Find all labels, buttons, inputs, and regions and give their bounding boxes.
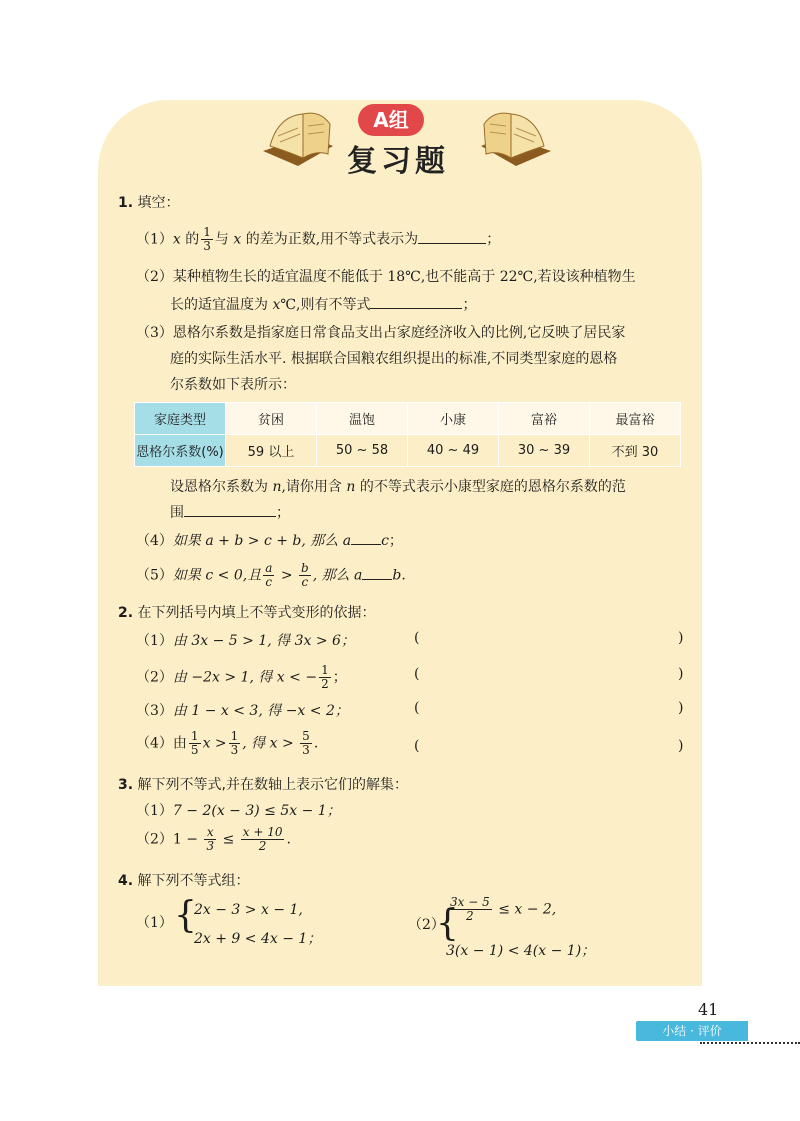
part-label: （2） xyxy=(136,269,173,285)
left-brace: { xyxy=(436,903,459,944)
table-cell: 59 以上 xyxy=(226,435,317,467)
right-paren: ) xyxy=(678,630,684,646)
q1-part-3-line-2: 庭的实际生活水平. 根据联合国粮农组织提出的标准,不同类型家庭的恩格 xyxy=(170,351,618,367)
question-text: 在下列括号内填上不等式变形的依据： xyxy=(137,605,376,621)
q4-part-2-label: （2） xyxy=(408,917,445,933)
part-text: 1 − xyxy=(172,831,199,848)
fraction xyxy=(204,826,216,853)
numerator: 3x − 5 xyxy=(450,895,490,909)
numerator: 1 xyxy=(230,729,239,743)
math-var: x xyxy=(172,231,181,248)
denominator: 2 xyxy=(258,839,267,853)
part-label: （4） xyxy=(136,735,173,752)
question-3 xyxy=(118,774,408,794)
numerator: 1 xyxy=(203,225,211,239)
question-number: 3. xyxy=(118,777,134,793)
right-paren: ) xyxy=(678,700,684,716)
question-4 xyxy=(118,870,250,890)
table-cell: 恩格尔系数(%) xyxy=(135,435,226,467)
table-cell: 30 ~ 39 xyxy=(499,435,590,467)
table-cell: 小康 xyxy=(408,403,499,435)
fraction xyxy=(189,730,201,757)
part-text: 某种植物生长的适宜温度不能低于 18℃,也不能高于 22℃,若设该种植物生 xyxy=(172,269,636,285)
answer-blank[interactable] xyxy=(362,565,392,580)
right-paren: ) xyxy=(678,738,684,754)
question-1 xyxy=(118,192,180,212)
part-label: （3） xyxy=(136,703,173,719)
question-number: 2. xyxy=(118,605,134,621)
part-text: 由 xyxy=(172,735,187,752)
group-tag: A组 xyxy=(358,104,424,136)
table-cell: 最富裕 xyxy=(590,403,681,435)
left-paren: ( xyxy=(414,700,420,716)
q4-part-2-line-1 xyxy=(446,896,556,923)
denominator: 3 xyxy=(206,839,215,853)
question-text: 解下列不等式组： xyxy=(137,873,250,889)
numerator: 1 xyxy=(321,663,329,677)
fraction xyxy=(229,730,241,757)
table-cell: 富裕 xyxy=(499,403,590,435)
part-text: ； xyxy=(486,231,501,248)
part-text: 7 − 2(x − 3) ≤ 5x − 1； xyxy=(172,803,341,819)
q1-part-2-line-2 xyxy=(170,294,476,314)
q3-part-2 xyxy=(136,826,291,853)
part-text: , 那么 a xyxy=(312,567,363,584)
part-text: 与 xyxy=(214,231,229,248)
table-cell: 贫困 xyxy=(226,403,317,435)
question-number: 1. xyxy=(118,195,134,211)
part-text: ≤ xyxy=(222,831,235,848)
table-cell: 温饱 xyxy=(317,403,408,435)
part-text: ℃,则有不等式 xyxy=(280,297,371,313)
fraction xyxy=(319,664,331,691)
fraction xyxy=(263,562,274,589)
part-text: ,请你用含 xyxy=(281,479,342,495)
question-text: 填空： xyxy=(137,195,180,211)
math-var: b xyxy=(392,567,402,584)
dotted-divider xyxy=(700,1042,800,1044)
left-paren: ( xyxy=(414,738,420,754)
denominator: c xyxy=(265,575,273,589)
part-text: 由 1 − x < 3, 得 −x < 2； xyxy=(172,703,349,719)
denominator: 3 xyxy=(302,743,310,757)
numerator: x + 10 xyxy=(242,825,283,839)
part-text: ； xyxy=(462,297,477,313)
question-2 xyxy=(118,602,376,622)
question-number: 4. xyxy=(118,873,134,889)
part-label: （3） xyxy=(136,325,173,341)
q1-part-2-line-1 xyxy=(136,266,636,286)
table-header-row xyxy=(135,403,681,435)
section-footer-tag: 小结 · 评价 xyxy=(636,1021,748,1041)
part-text: ； xyxy=(388,533,403,549)
part-text: 的差为正数,用不等式表示为 xyxy=(245,231,419,248)
q2-item-3 xyxy=(136,700,349,720)
fraction xyxy=(300,730,312,757)
part-text: > xyxy=(280,567,293,584)
fraction xyxy=(241,826,285,853)
part-label: （1） xyxy=(136,633,173,649)
part-label: （2） xyxy=(136,831,173,848)
part-label: （5） xyxy=(136,567,173,584)
math-var: n xyxy=(272,479,282,495)
part-text: ≤ x − 2, xyxy=(498,901,557,918)
q1-part-4 xyxy=(136,530,403,550)
part-text: 设恩格尔系数为 xyxy=(170,479,268,495)
part-text: x > xyxy=(202,735,227,752)
numerator: a xyxy=(265,561,273,575)
numerator: b xyxy=(301,561,309,575)
q1-after-table-line-1 xyxy=(170,476,626,496)
left-paren: ( xyxy=(414,666,420,682)
denominator: 5 xyxy=(190,743,199,757)
q2-item-2 xyxy=(136,664,347,691)
part-text: . xyxy=(401,567,406,584)
part-text: 的 xyxy=(185,231,200,248)
part-text: 的不等式表示小康型家庭的恩格尔系数的范 xyxy=(359,479,626,495)
q4-part-2-line-2: 3(x − 1) < 4(x − 1)； xyxy=(446,943,596,959)
left-paren: ( xyxy=(414,630,420,646)
part-text: . xyxy=(286,831,291,848)
math-var: x xyxy=(272,297,281,313)
part-text: 长的适宜温度为 xyxy=(170,297,268,313)
numerator: 5 xyxy=(302,729,310,743)
part-text: 由 3x − 5 > 1, 得 3x > 6； xyxy=(172,633,355,649)
q2-item-4 xyxy=(136,730,318,757)
q2-item-1 xyxy=(136,630,355,650)
part-text: 恩格尔系数是指家庭日常食品支出占家庭经济收入的比例,它反映了居民家 xyxy=(172,325,626,341)
answer-blank[interactable] xyxy=(351,530,381,545)
denominator: 3 xyxy=(230,743,239,757)
answer-blank[interactable] xyxy=(370,294,462,309)
q1-part-5 xyxy=(136,562,406,589)
part-text: 如果 c < 0,且 xyxy=(172,567,262,584)
math-var: c xyxy=(381,533,389,549)
answer-blank[interactable] xyxy=(418,229,486,244)
part-text: . xyxy=(313,735,319,752)
engel-coefficient-table xyxy=(134,402,681,467)
denominator: 3 xyxy=(203,239,211,253)
table-cell: 50 ~ 58 xyxy=(317,435,408,467)
denominator: 2 xyxy=(321,677,329,691)
numerator: x xyxy=(204,826,216,840)
part-label: （4） xyxy=(136,533,173,549)
table-row xyxy=(135,435,681,467)
part-label: （2） xyxy=(136,669,173,686)
page-number: 41 xyxy=(698,1000,719,1019)
fraction xyxy=(448,896,492,923)
section-title: 复习题 xyxy=(347,144,449,179)
fraction xyxy=(299,562,311,589)
q4-part-1-label: （1） xyxy=(136,915,173,931)
fraction xyxy=(201,226,213,253)
q1-part-3-line-3: 尔系数如下表所示： xyxy=(170,377,296,393)
part-text: 如果 a + b > c + b, 那么 a xyxy=(172,533,352,549)
answer-blank[interactable] xyxy=(184,502,276,517)
math-var: n xyxy=(346,479,356,495)
table-cell: 家庭类型 xyxy=(135,403,226,435)
part-label: （1） xyxy=(136,231,173,248)
denominator: c xyxy=(301,575,309,589)
part-text: 由 −2x > 1, 得 x < − xyxy=(172,669,318,686)
part-text: ； xyxy=(332,669,347,686)
q1-part-3-line-1 xyxy=(136,322,625,342)
table-cell: 不到 30 xyxy=(590,435,681,467)
table-cell: 40 ~ 49 xyxy=(408,435,499,467)
math-var: x xyxy=(233,231,242,248)
left-brace: { xyxy=(174,895,197,936)
right-paren: ) xyxy=(678,666,684,682)
part-text: ； xyxy=(276,505,290,521)
numerator: 1 xyxy=(190,729,199,743)
question-text: 解下列不等式,并在数轴上表示它们的解集： xyxy=(137,777,408,793)
part-text: , 得 x > xyxy=(242,735,294,752)
q4-part-1-line-1: 2x − 3 > x − 1, xyxy=(194,902,303,918)
q1-part-1 xyxy=(136,226,500,253)
q4-part-1-line-2: 2x + 9 < 4x − 1； xyxy=(194,931,322,947)
q1-after-table-line-2 xyxy=(170,502,290,522)
part-text: 围 xyxy=(170,505,184,521)
denominator: 2 xyxy=(466,909,474,923)
q3-part-1 xyxy=(136,800,341,820)
part-label: （1） xyxy=(136,803,173,819)
